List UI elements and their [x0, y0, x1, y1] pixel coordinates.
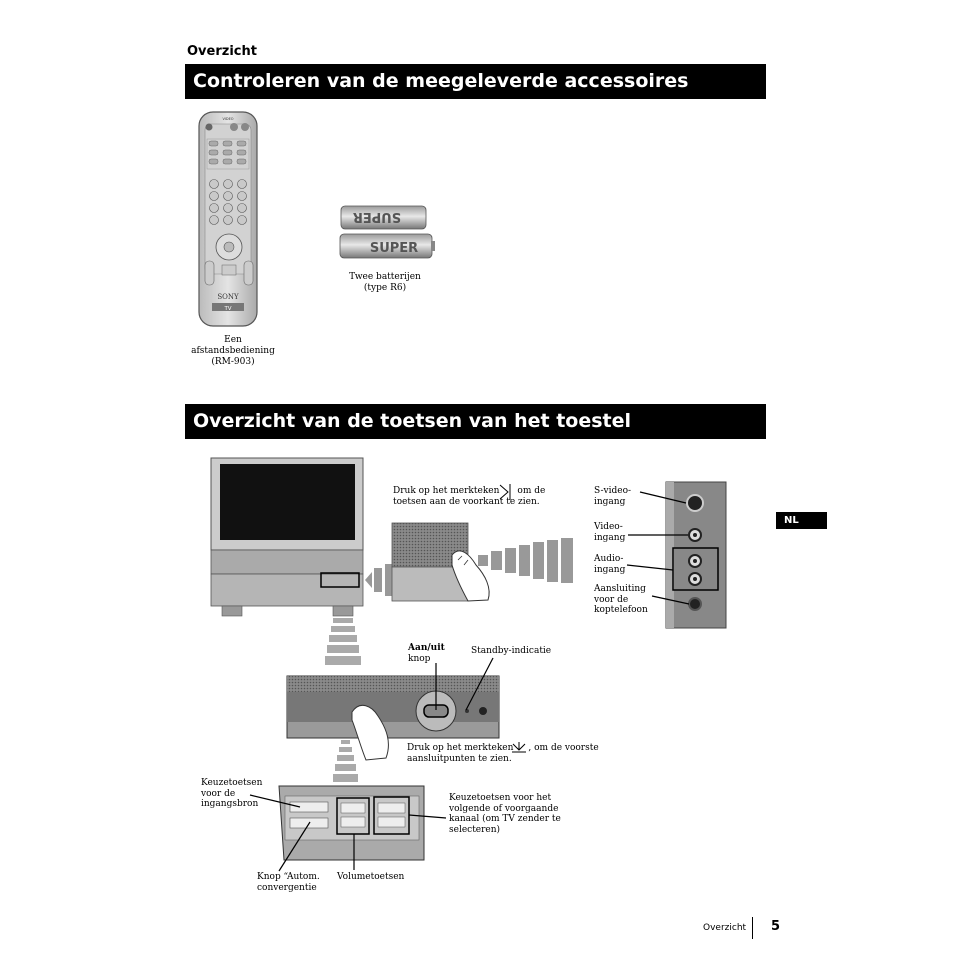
accessories-title: Controleren van de meegeleverde accessoires	[185, 64, 766, 99]
front-panel-zoom-image	[392, 523, 489, 601]
remote-video-text: VIDEO	[222, 117, 234, 121]
audio-label: Audio- ingang	[594, 554, 626, 575]
footer-divider	[752, 917, 753, 939]
channel-select-label: Keuzetoetsen voor het volgende of voorgaande kanaal (om TV zender te selecteren)	[449, 793, 561, 835]
page-number: 5	[771, 919, 781, 934]
tv-set-image	[211, 458, 363, 616]
remote-tv-text: TV	[224, 306, 232, 312]
press-front-label: Druk op het merkteken om de toetsen aan de voorkant te zien.	[393, 486, 546, 507]
headphone-label: Aansluiting voor de koptelefoon	[594, 584, 648, 615]
standby-label: Standby-indicatie	[471, 646, 552, 656]
volume-label: Volumetoetsen	[337, 872, 405, 882]
press-bottom-label: Druk op het merkteken , om de voorste aansluitpunten te zien.	[407, 743, 599, 764]
power-label: Aan/uit knop	[408, 643, 445, 664]
side-connector-panel-image	[666, 482, 726, 628]
auto-convergence-label: Knop “Autom. convergentie	[257, 872, 320, 893]
svideo-label: S-video- ingang	[594, 486, 632, 507]
section-label: Overzicht	[187, 44, 257, 59]
battery-2-text: SUPER	[369, 241, 419, 256]
footer-section: Overzicht	[703, 923, 747, 933]
remote-caption: Een afstandsbediening (RM-903)	[191, 335, 275, 367]
lower-panel-image	[279, 786, 424, 860]
controls-title: Overzicht van de toetsen van het toestel	[185, 404, 766, 439]
remote-brand-text: SONY	[217, 293, 239, 301]
battery-1-text: SUPER	[352, 209, 402, 224]
battery-caption: Twee batterijen (type R6)	[349, 272, 421, 293]
language-tab: NL	[776, 512, 827, 529]
input-select-label: Keuzetoetsen voor de ingangsbron	[201, 778, 263, 809]
video-label: Video- ingang	[594, 522, 626, 543]
